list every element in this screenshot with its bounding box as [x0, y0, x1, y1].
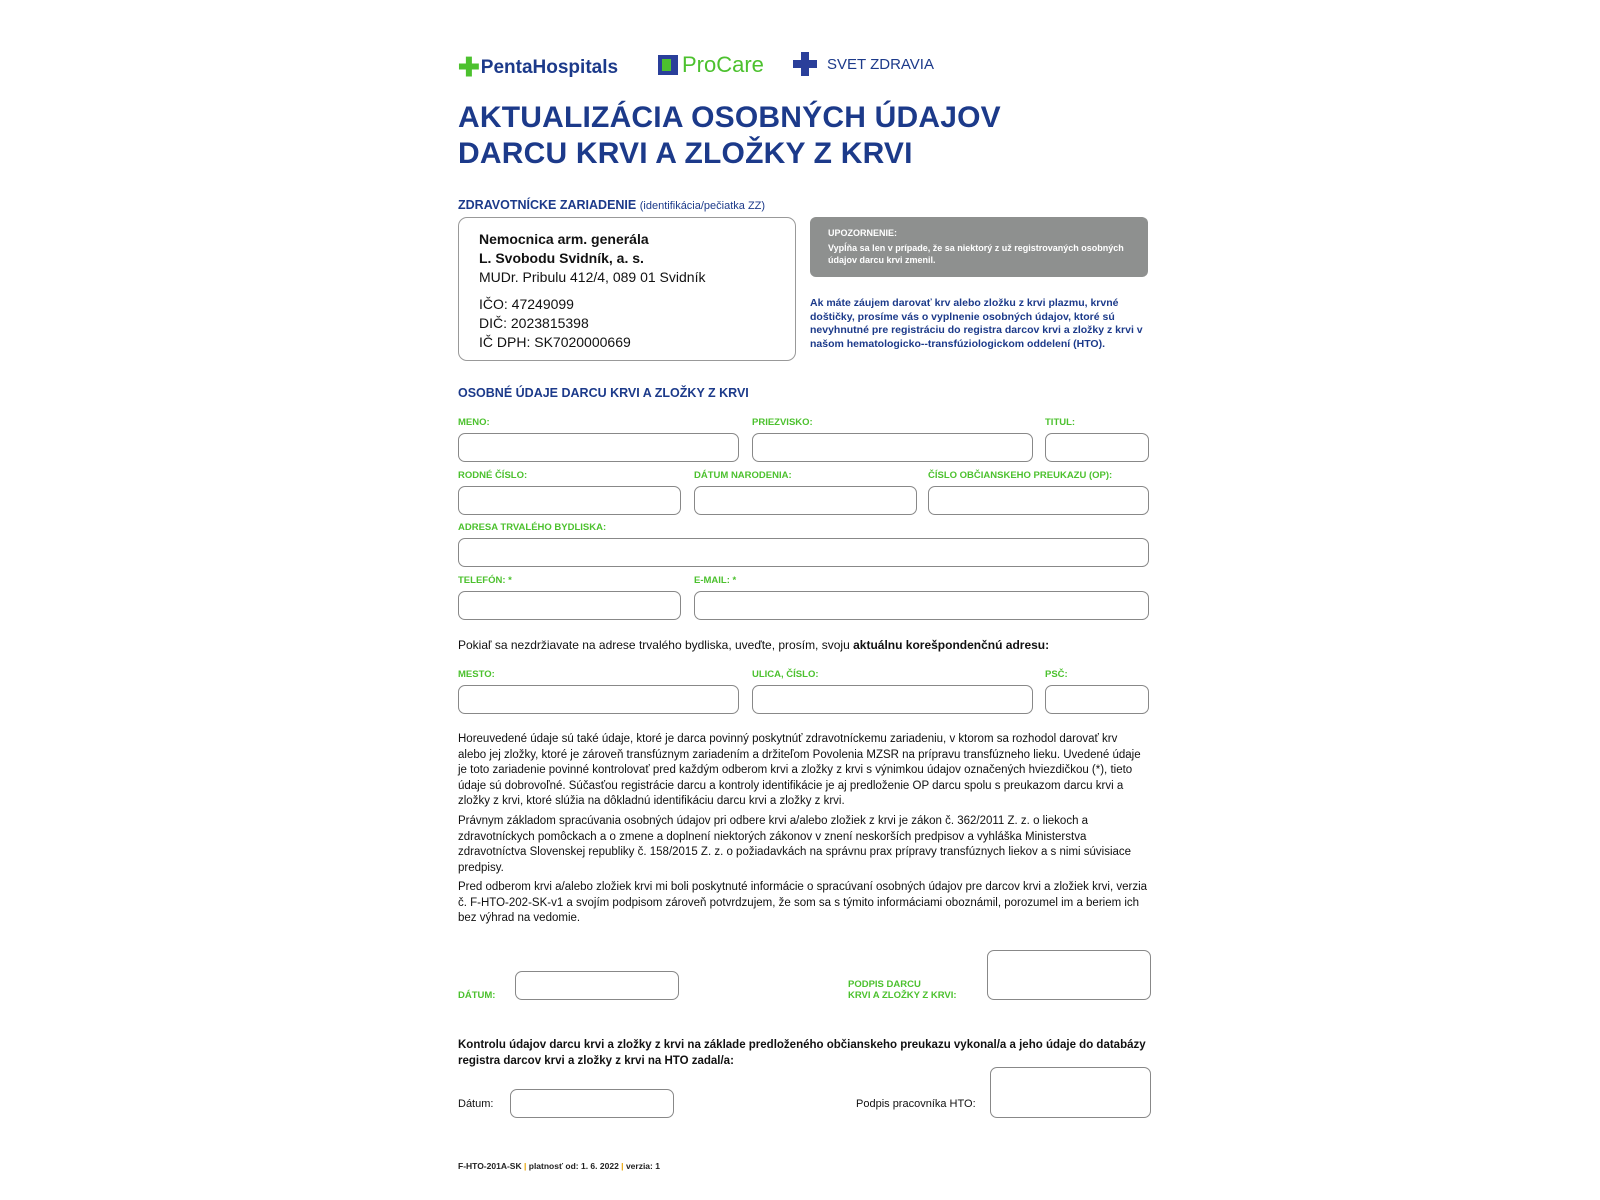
sign-datum-field[interactable]	[515, 971, 679, 1000]
procare-logo-text: ProCare	[682, 52, 764, 77]
facility-ico: IČO: 47249099	[479, 296, 574, 312]
label-email: E-MAIL: *	[694, 575, 737, 586]
facility-heading-text: ZDRAVOTNÍCKE ZARIADENIE	[458, 198, 637, 212]
warning-text: Vypĺňa sa len v prípade, že sa niektorý z už registrovaných osobných údajov darcu krvi zmenil.	[828, 243, 1124, 265]
penta-cross-icon: ✚	[458, 52, 480, 82]
adresa-field[interactable]	[458, 538, 1149, 567]
svet-logo-text: SVET ZDRAVIA	[827, 55, 934, 73]
meno-field[interactable]	[458, 433, 739, 462]
svet-zdravia-logo	[793, 52, 934, 76]
procare-mark-icon	[658, 55, 678, 75]
info-text: Ak máte záujem darovať krv alebo zložku z krvi plazmu, krvné doštičky, prosíme vás o vyplnenie osobných údajov, ktoré sú nevyhnutné pre registráciu do registra darcov krvi a zložky z krvi v našom hematologicko--transfúziologickom oddelení (HTO).	[810, 297, 1143, 350]
label-control-podpis: Podpis pracovníka HTO:	[856, 1098, 976, 1110]
label-telefon: TELEFÓN: *	[458, 575, 512, 586]
facility-name-1: Nemocnica arm. generála	[479, 231, 649, 247]
mesto-field[interactable]	[458, 685, 739, 714]
footer-platnost: platnosť od: 1. 6. 2022	[528, 1161, 619, 1171]
label-podpis-darcu	[848, 979, 957, 1001]
datum-narodenia-field[interactable]	[694, 486, 917, 515]
facility-heading	[458, 198, 765, 212]
label-psc: PSČ:	[1045, 669, 1068, 680]
label-podpis-line-2: KRVI A ZLOŽKY Z KRVI:	[848, 990, 957, 1001]
corr-text-prefix: Pokiaľ sa nezdržiavate na adrese trvalého bydliska, uveďte, prosím, svoju	[458, 638, 850, 652]
footer-verzia: verzia: 1	[625, 1161, 660, 1171]
warning-heading: UPOZORNENIE:	[828, 228, 898, 238]
telefon-field[interactable]	[458, 591, 681, 620]
rodne-cislo-field[interactable]	[458, 486, 681, 515]
label-adresa: ADRESA TRVALÉHO BYDLISKA:	[458, 522, 607, 533]
svet-plus-icon	[793, 52, 817, 76]
title-line-1: AKTUALIZÁCIA OSOBNÝCH ÚDAJOV	[458, 101, 1001, 134]
footer-code: F-HTO-201A-SK	[458, 1161, 522, 1171]
control-text: Kontrolu údajov darcu krvi a zložky z krvi na základe predloženého občianskeho preukazu vykonal/a a jeho údaje do databázy registra darcov krvi a zložky z krvi na HTO zadal/a:	[458, 1039, 1146, 1067]
facility-name-2: L. Svobodu Svidník, a. s.	[479, 250, 644, 266]
label-datum-narodenia: DÁTUM NARODENIA:	[694, 470, 792, 481]
procare-logo	[658, 52, 764, 78]
legal-paragraph-3: Pred odberom krvi a/alebo zložiek krvi mi boli poskytnuté informácie o spracúvaní osobných údajov pre darcov krvi a zložiek krvi, verzia č. F-HTO-202-SK-v1 a svojím podpisom zároveň potvrdzujem, že som sa s týmito informáciami oboznámil, porozumel im a beriem ich bez výhrad na vedomie.	[458, 881, 1148, 924]
footer	[458, 1161, 660, 1171]
email-field[interactable]	[694, 591, 1149, 620]
footer-separator: |	[523, 1161, 527, 1171]
warning-box	[810, 217, 1148, 277]
label-priezvisko: PRIEZVISKO:	[752, 417, 813, 428]
legal-paragraph-2: Právnym základom spracúvania osobných údajov pri odbere krvi a/alebo zložiek z krvi je zákon č. 362/2011 Z. z. o liekoch a zdravotníckych pomôckach a o zmene a doplnení niektorých zákonov v znení neskorších predpisov a vyhláška Ministerstva zdravotníctva Slovenskej republiky č. 158/2015 Z. z. o požiadavkách na správnu prax prípravy transfúznych liekov a s nimi súvisiace predpisy.	[458, 815, 1132, 874]
corr-instruction	[458, 638, 1148, 654]
page-title	[458, 100, 1001, 172]
titul-field[interactable]	[1045, 433, 1149, 462]
label-sign-datum: DÁTUM:	[458, 990, 496, 1001]
facility-icdph: IČ DPH: SK7020000669	[479, 334, 631, 350]
control-datum-field[interactable]	[510, 1089, 674, 1118]
label-cislo-op: ČÍSLO OBČIANSKEHO PREUKAZU (OP):	[928, 470, 1113, 481]
ulica-field[interactable]	[752, 685, 1033, 714]
facility-address: MUDr. Pribulu 412/4, 089 01 Svidník	[479, 269, 706, 285]
cislo-op-field[interactable]	[928, 486, 1149, 515]
legal-paragraph-1: Horeuvedené údaje sú také údaje, ktoré je darca povinný poskytnúť zdravotníckemu zariadeniu, v ktorom sa rozhodol darovať krv alebo jej zložky, ktoré je zároveň transfúznym zariadením a držiteľom Povolenia MZSR na prípravu transfúzneho lieku. Uvedené údaje je toto zariadenie povinné kontrolovať pred každým odberom krvi a zložky z krvi s výnimkou údajov označených hviezdičkou (*), tieto údaje sú dobrovoľné. Súčasťou registrácie darcu a kontroly identifikácie je aj predloženie OP darcu spolu s preukazom darcu krvi a zložky z krvi, ktoré slúžia na dôkladnú identifikáciu darcu krvi a zložky z krvi.	[458, 733, 1141, 807]
label-podpis-line-1: PODPIS DARCU	[848, 979, 921, 990]
footer-separator: |	[621, 1161, 624, 1171]
label-control-datum: Dátum:	[458, 1098, 494, 1110]
label-ulica: ULICA, ČÍSLO:	[752, 669, 819, 680]
label-rodne-cislo: RODNÉ ČÍSLO:	[458, 470, 528, 481]
penta-logo-text: PentaHospitals	[480, 56, 619, 78]
pentahospitals-logo	[458, 52, 618, 83]
podpis-darcu-field[interactable]	[987, 950, 1151, 1000]
title-line-2: DARCU KRVI A ZLOŽKY Z KRVI	[458, 137, 913, 170]
psc-field[interactable]	[1045, 685, 1149, 714]
facility-box	[458, 217, 796, 361]
facility-dic: DIČ: 2023815398	[479, 315, 589, 331]
personal-heading: OSOBNÉ ÚDAJE DARCU KRVI A ZLOŽKY Z KRVI	[458, 386, 749, 400]
priezvisko-field[interactable]	[752, 433, 1033, 462]
label-meno: MENO:	[458, 417, 490, 428]
control-podpis-field[interactable]	[990, 1067, 1151, 1118]
label-titul: TITUL:	[1045, 417, 1076, 428]
facility-heading-sub: (identifikácia/pečiatka ZZ)	[639, 200, 766, 212]
label-mesto: MESTO:	[458, 669, 495, 680]
corr-text-bold: aktuálnu korešpondenčnú adresu:	[853, 638, 1050, 652]
